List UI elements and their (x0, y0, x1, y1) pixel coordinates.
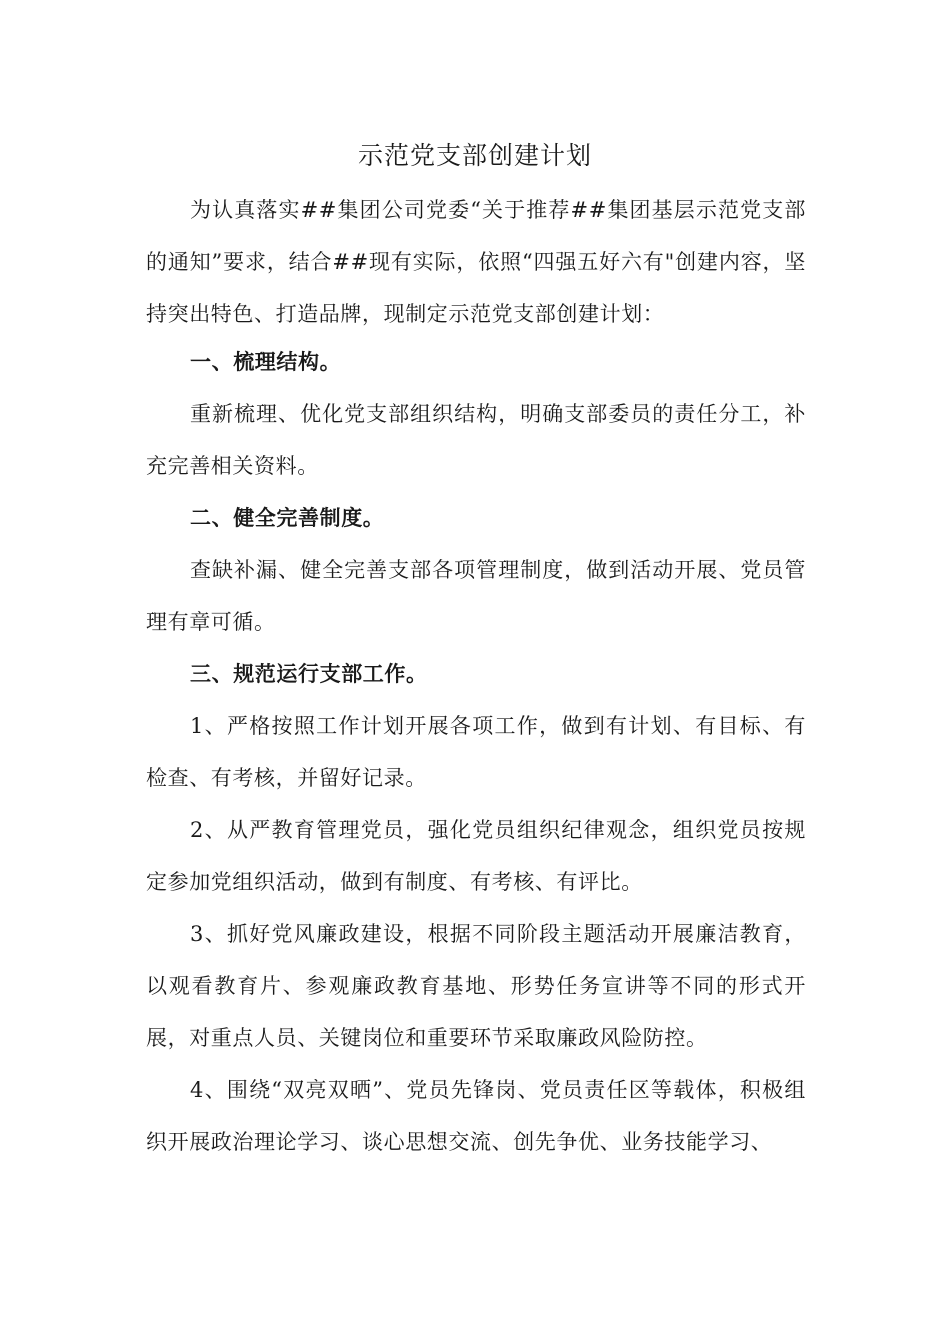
section-body-2: 查缺补漏、健全完善支部各项管理制度，做到活动开展、党员管理有章可循。 (146, 558, 806, 634)
list-item-3: 3、抓好党风廉政建设，根据不同阶段主题活动开展廉洁教育，以观看教育片、参观廉政教育基地、形势任务宣讲等不同的形式开展，对重点人员、关键岗位和重要环节采取廉政风险防控。 (146, 922, 806, 1050)
section-body-1: 重新梳理、优化党支部组织结构，明确支部委员的责任分工，补充完善相关资料。 (146, 402, 806, 478)
list-item-4: 4、围绕“双亮双晒”、党员先锋岗、党员责任区等载体，积极组织开展政治理论学习、谈心思想交流、创先争优、业务技能学习、 (146, 1078, 806, 1154)
section-heading-2: 二、健全完善制度。 (190, 505, 385, 530)
section-heading-3: 三、规范运行支部工作。 (190, 661, 428, 686)
intro-paragraph: 为认真落实##集团公司党委“关于推荐##集团基层示范党支部的通知”要求，结合##现有实际，依照“四强五好六有"创建内容，坚持突出特色、打造品牌，现制定示范党支部创建计划： (146, 198, 806, 326)
document-title: 示范党支部创建计划 (357, 141, 592, 170)
list-item-1: 1、严格按照工作计划开展各项工作，做到有计划、有目标、有检查、有考核，并留好记录。 (146, 714, 806, 790)
section-heading-1: 一、梳理结构。 (190, 349, 342, 374)
list-item-2: 2、从严教育管理党员，强化党员组织纪律观念，组织党员按规定参加党组织活动，做到有制度、有考核、有评比。 (146, 818, 806, 894)
